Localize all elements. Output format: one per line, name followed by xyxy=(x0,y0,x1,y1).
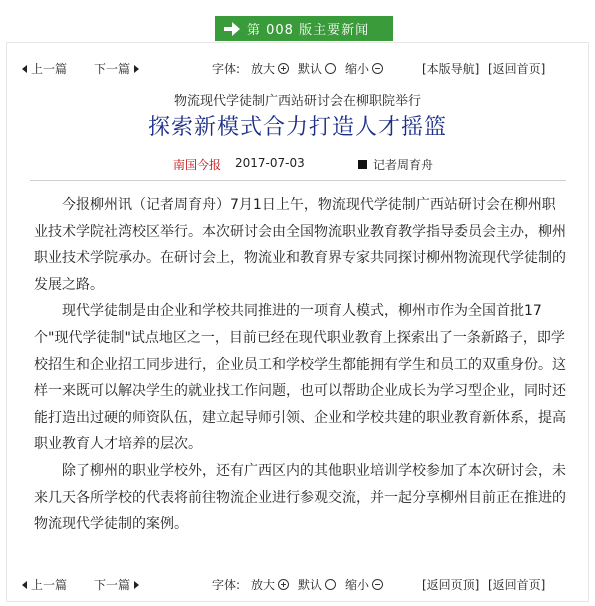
triangle-right-icon xyxy=(134,581,139,589)
font-smaller-option[interactable] xyxy=(345,60,383,77)
next-article-label: 下一篇 xyxy=(94,578,131,592)
font-default-option[interactable] xyxy=(298,60,336,77)
triangle-left-icon xyxy=(22,65,27,73)
prev-article-label: 上一篇 xyxy=(31,578,68,592)
article-title: 探索新模式合力打造人才摇篮 xyxy=(147,115,447,140)
triangle-left-icon xyxy=(22,581,27,589)
arrow-right-icon xyxy=(223,21,241,37)
article-source: 南国今报 xyxy=(173,158,222,172)
article-body xyxy=(34,192,566,538)
section-nav-link[interactable]: [本版导航] xyxy=(422,62,480,76)
article-paragraph: 除了柳州的职业学校外，还有广西区内的其他职业培训学校参加了本次研讨会，未来几天各所学校的代表将前往物流企业进行参观交流，并一起分享柳州目前正在推进的物流现代学徒制的案例。 xyxy=(34,462,566,533)
font-size-label-bottom: 字体: xyxy=(212,578,241,592)
home-link-bottom[interactable]: [返回首页] xyxy=(488,578,546,592)
page-section-label: 第 008 版主要新闻 xyxy=(247,23,370,38)
next-article-link[interactable] xyxy=(94,60,139,77)
font-smaller-label: 缩小 xyxy=(345,578,370,592)
back-to-top-link[interactable]: [返回页顶] xyxy=(422,578,480,592)
font-smaller-option-bottom[interactable] xyxy=(345,576,383,593)
article-author xyxy=(358,156,433,172)
font-default-label: 默认 xyxy=(298,62,323,76)
prev-article-label: 上一篇 xyxy=(31,62,68,76)
zoom-in-radio-icon[interactable] xyxy=(278,63,289,74)
triangle-right-icon xyxy=(134,65,139,73)
bottom-nav-bar xyxy=(0,574,595,594)
article-paragraph: 今报柳州讯（记者周育舟）7月1日上午，物流现代学徒制广西站研讨会在柳州职业技术学院社湾校区举行。本次研讨会由全国物流职业教育教学指导委员会主办，柳州职业技术学院承办。在研讨会上，物流业和教育界专家共同探讨柳州物流现代学徒制的发展之路。 xyxy=(34,197,566,293)
article-date: 2017-07-03 xyxy=(235,156,305,170)
font-bigger-option-bottom[interactable] xyxy=(251,576,289,593)
font-default-label: 默认 xyxy=(298,578,323,592)
next-article-link-bottom[interactable] xyxy=(94,576,139,593)
top-nav-bar xyxy=(0,58,595,78)
article-author-name: 记者周育舟 xyxy=(373,157,434,172)
article-paragraph: 现代学徒制是由企业和学校共同推进的一项育人模式，柳州市作为全国首批17个"现代学徒制"试点地区之一，目前已经在现代职业教育上探索出了一条新路子，即学校招生和企业招工同步进行，企业员工和学校学生都能拥有学生和员工的双重身份。这样一来既可以解决学生的就业找工作问题，也可以帮助企业成长为学习型企业，同时还能打造出过硬的师资队伍，建立起导师引领、企业和学校共建的职业教育新体系，提高职业教育人才培养的层次。 xyxy=(34,303,566,453)
font-bigger-label: 放大 xyxy=(251,578,276,592)
default-radio-icon[interactable] xyxy=(325,579,336,590)
article-subtitle: 物流现代学徒制广西站研讨会在柳职院举行 xyxy=(173,94,421,109)
font-smaller-label: 缩小 xyxy=(345,62,370,76)
home-link-top[interactable]: [返回首页] xyxy=(488,62,546,76)
prev-article-link-bottom[interactable] xyxy=(22,576,67,593)
font-bigger-label: 放大 xyxy=(251,62,276,76)
header-divider xyxy=(30,180,566,181)
next-article-label: 下一篇 xyxy=(94,62,131,76)
zoom-out-radio-icon[interactable] xyxy=(372,579,383,590)
font-bigger-option[interactable] xyxy=(251,60,289,77)
font-size-label: 字体: xyxy=(212,62,241,76)
prev-article-link[interactable] xyxy=(22,60,67,77)
zoom-in-radio-icon[interactable] xyxy=(278,579,289,590)
font-default-option-bottom[interactable] xyxy=(298,576,336,593)
default-radio-icon[interactable] xyxy=(325,63,336,74)
page-section-badge xyxy=(215,16,393,41)
square-bullet-icon xyxy=(358,160,367,169)
zoom-out-radio-icon[interactable] xyxy=(372,63,383,74)
